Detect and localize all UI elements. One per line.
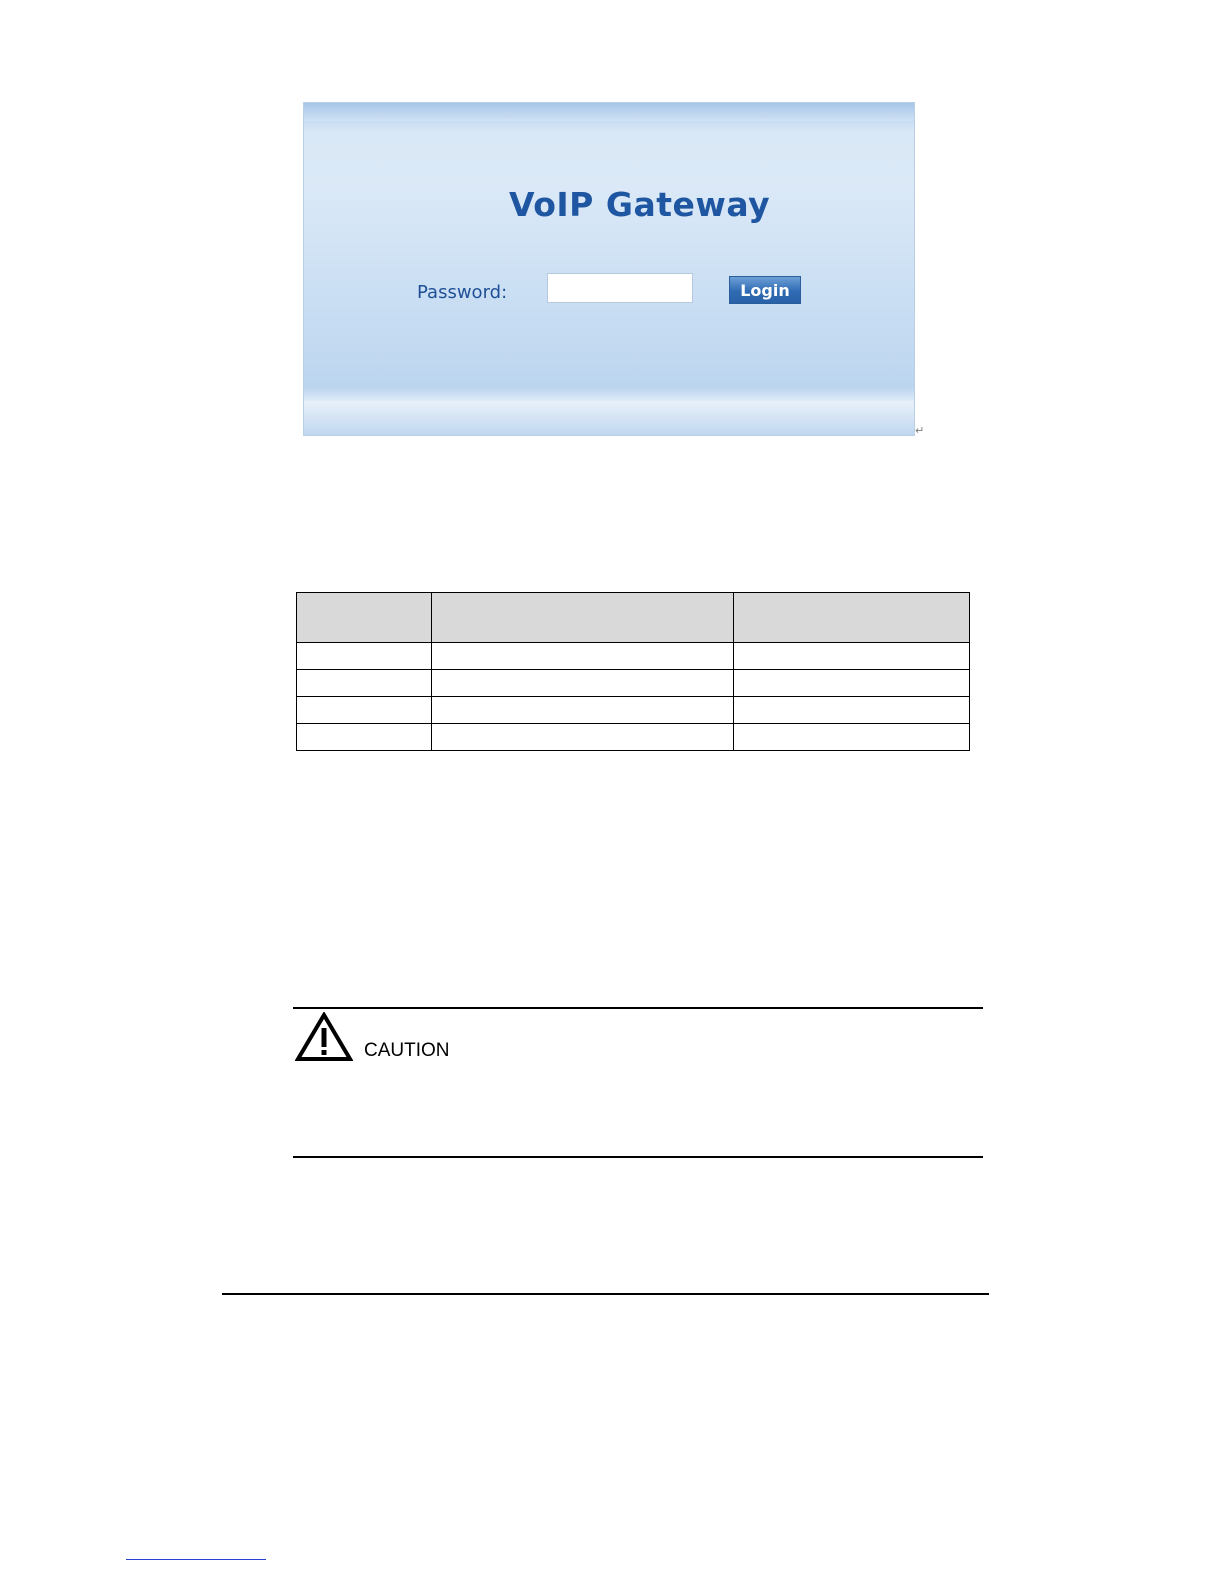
footer-rule — [222, 1293, 989, 1295]
login-header-band — [304, 103, 914, 121]
table-cell — [734, 697, 970, 724]
table-header-cell — [734, 593, 970, 643]
table-cell — [734, 643, 970, 670]
paragraph-mark: ↵ — [915, 424, 925, 437]
caution-top-rule — [293, 1007, 983, 1009]
table-cell — [297, 643, 432, 670]
login-footer-band — [304, 401, 914, 435]
password-label: Password: — [417, 282, 508, 303]
table-cell — [734, 670, 970, 697]
table-row — [297, 697, 970, 724]
link-underline[interactable] — [126, 1559, 266, 1560]
login-title: VoIP Gateway — [509, 185, 771, 224]
table-cell — [432, 643, 734, 670]
table-row — [297, 643, 970, 670]
table-cell — [734, 724, 970, 751]
info-table — [296, 592, 970, 751]
table-row — [297, 670, 970, 697]
table-cell — [432, 670, 734, 697]
login-button[interactable]: Login — [729, 276, 801, 304]
table-cell — [297, 697, 432, 724]
table-row — [297, 724, 970, 751]
table-cell — [432, 697, 734, 724]
table-cell — [297, 724, 432, 751]
login-screenshot — [303, 102, 915, 436]
caution-bottom-rule — [293, 1156, 983, 1158]
warning-triangle-icon — [295, 1012, 353, 1062]
table-cell — [297, 670, 432, 697]
caution-label: CAUTION — [364, 1040, 450, 1061]
password-input[interactable] — [547, 273, 693, 303]
table-cell — [432, 724, 734, 751]
table-header-cell — [432, 593, 734, 643]
table-header-cell — [297, 593, 432, 643]
table-header-row — [297, 593, 970, 643]
